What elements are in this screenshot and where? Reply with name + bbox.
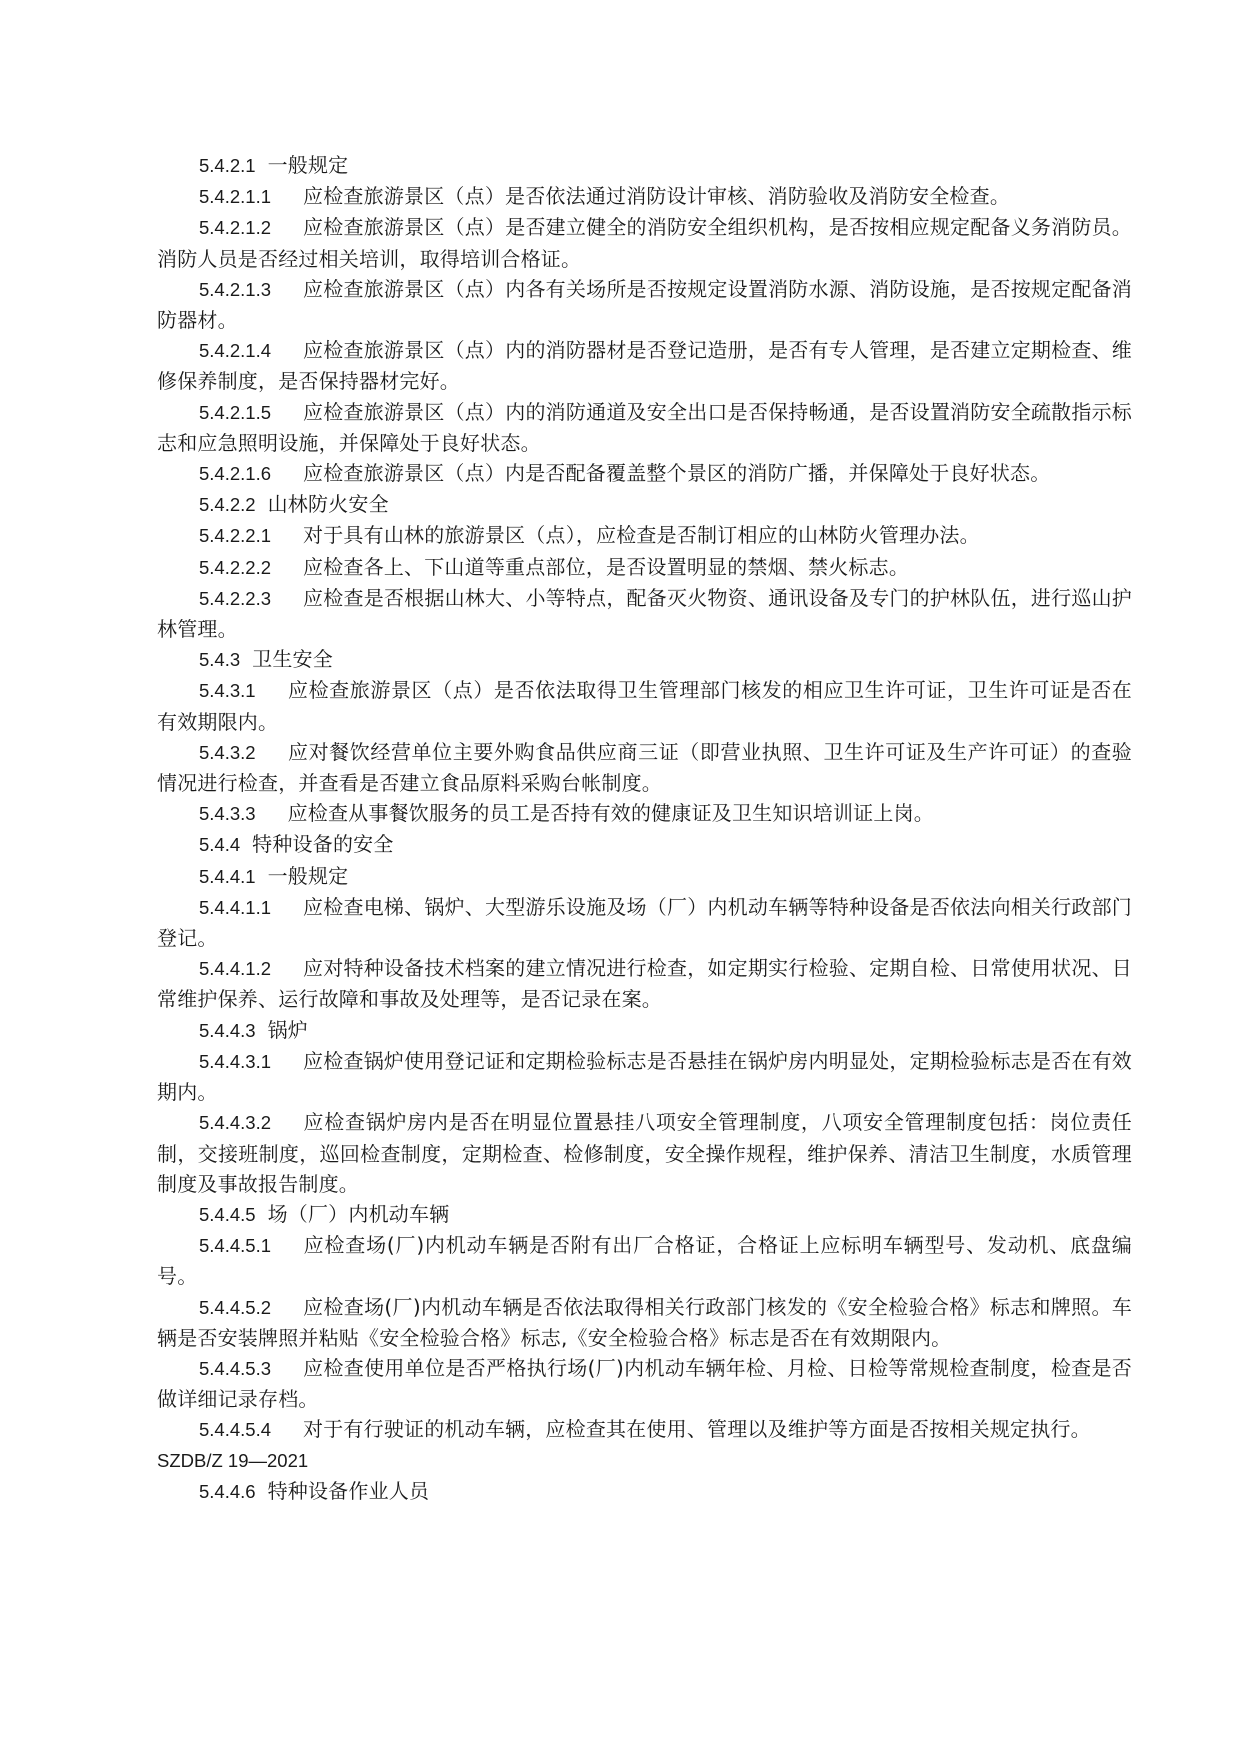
clause-5-4-4-5-3 <box>157 1353 1132 1414</box>
clause-text: 应检查各上、下山道等重点部位，是否设置明显的禁烟、禁火标志。 <box>303 554 910 579</box>
clause-number: 5.4.4.1 <box>199 865 256 887</box>
clause-text: 应对餐饮经营单位主要外购食品供应商三证（即营业执照、卫生许可证及生产许可证）的查验情况进行检查，并查看是否建立食品原料采购台帐制度。 <box>157 739 1132 796</box>
clause-number: 5.4.3.1 <box>199 680 256 702</box>
clause-number: 5.4.4.3.1 <box>199 1050 272 1072</box>
clause-number: 5.4.3 <box>199 649 241 671</box>
clause-text: 应检查场(厂)内机动车辆是否依法取得相关行政部门核发的《安全检验合格》标志和牌照。车辆是否安装牌照并粘贴《安全检验合格》标志,《安全检验合格》标志是否在有效期限内。 <box>157 1294 1132 1350</box>
clause-5-4-3-2 <box>157 737 1132 798</box>
clause-number: 5.4.2.1 <box>199 155 256 176</box>
clause-number: 5.4.4.5.4 <box>199 1419 272 1441</box>
clause-number: 5.4.2.2 <box>199 494 256 516</box>
clause-text: 应检查使用单位是否严格执行场(厂)内机动车辆年检、月检、日检等常规检查制度，检查是否做详细记录存档。 <box>157 1355 1132 1412</box>
clause-number: 5.4.4.3 <box>199 1019 256 1041</box>
clause-5-4-2-1-2 <box>157 212 1132 273</box>
clause-5-4-2-1-1 <box>157 181 1132 212</box>
clause-5-4-2-1-4 <box>157 335 1132 396</box>
clause-heading-text: 山林防火安全 <box>267 492 389 517</box>
clause-5-4-4 <box>157 829 1132 860</box>
clause-number: 5.4.4.5.1 <box>199 1235 272 1257</box>
clause-text: 应检查旅游景区（点）内是否配备覆盖整个景区的消防广播，并保障处于良好状态。 <box>303 461 1051 486</box>
clause-5-4-2-1 <box>157 150 1132 181</box>
clause-text: 应检查旅游景区（点）是否建立健全的消防安全组织机构，是否按相应规定配备义务消防员。消防人员是否经过相关培训，取得培训合格证。 <box>157 215 1132 271</box>
clause-number: 5.4.4.3.2 <box>199 1112 272 1134</box>
clause-number: 5.4.2.1.4 <box>199 340 272 362</box>
clause-number: 5.4.2.1.5 <box>199 401 272 423</box>
clause-text: 应检查锅炉房内是否在明显位置悬挂八项安全管理制度，八项安全管理制度包括：岗位责任制，交接班制度，巡回检查制度，定期检查、检修制度，安全操作规程，维护保养、清洁卫生制度，水质管理制度及事故报告制度。 <box>157 1110 1132 1196</box>
clause-number: 5.4.2.1.2 <box>199 217 272 239</box>
clause-text: 应检查是否根据山林大、小等特点，配备灭火物资、通讯设备及专门的护林队伍，进行巡山护林管理。 <box>157 585 1132 642</box>
clause-heading-text: 场（厂）内机动车辆 <box>267 1201 450 1226</box>
clause-number: 5.4.4.5.2 <box>199 1296 272 1318</box>
clause-text: 应检查旅游景区（点）内的消防器材是否登记造册，是否有专人管理，是否建立定期检查、维修保养制度，是否保持器材完好。 <box>157 338 1132 394</box>
clause-5-4-2-1-3 <box>157 274 1132 335</box>
clause-number: 5.4.3.2 <box>199 741 256 763</box>
clause-5-4-4-3-2 <box>157 1107 1132 1199</box>
standard-code: SZDB/Z 19—2021 <box>157 1449 309 1471</box>
clause-5-4-2-2-3 <box>157 583 1132 644</box>
clause-number: 5.4.4.6 <box>199 1480 256 1502</box>
clause-5-4-4-5-1 <box>157 1230 1132 1291</box>
clause-text: 对于有行驶证的机动车辆，应检查其在使用、管理以及维护等方面是否按相关规定执行。 <box>303 1417 1091 1442</box>
clause-text: 应对特种设备技术档案的建立情况进行检查，如定期实行检验、定期自检、日常使用状况、日常维护保养、运行故障和事故及处理等，是否记录在案。 <box>157 956 1132 1012</box>
document-body <box>157 150 1132 1507</box>
clause-text: 应检查电梯、锅炉、大型游乐设施及场（厂）内机动车辆等特种设备是否依法向相关行政部门登记。 <box>157 894 1132 951</box>
clause-text: 应检查场(厂)内机动车辆是否附有出厂合格证，合格证上应标明车辆型号、发动机、底盘编号。 <box>157 1233 1132 1289</box>
clause-text: 应检查从事餐饮服务的员工是否持有效的健康证及卫生知识培训证上岗。 <box>287 801 934 826</box>
clause-5-4-2-1-6 <box>157 458 1132 489</box>
clause-text: 应检查旅游景区（点）内各有关场所是否按规定设置消防水源、消防设施，是否按规定配备消防器材。 <box>157 276 1132 333</box>
clause-5-4-2-2 <box>157 489 1132 520</box>
clause-heading-text: 锅炉 <box>267 1017 308 1042</box>
clause-text: 应检查锅炉使用登记证和定期检验标志是否悬挂在锅炉房内明显处，定期检验标志是否在有效期内。 <box>157 1048 1132 1105</box>
clause-heading-text: 卫生安全 <box>252 647 333 672</box>
clause-text: 应检查旅游景区（点）是否依法通过消防设计审核、消防验收及消防安全检查。 <box>303 184 1011 209</box>
clause-5-4-4-5-2 <box>157 1292 1132 1353</box>
clause-heading-text: 一般规定 <box>267 863 349 888</box>
clause-heading-text: 一般规定 <box>267 153 349 177</box>
clause-number: 5.4.2.2.1 <box>199 525 272 547</box>
clause-5-4-3-3 <box>157 798 1132 829</box>
clause-5-4-4-5 <box>157 1199 1132 1230</box>
clause-5-4-4-3 <box>157 1015 1132 1046</box>
clause-5-4-4-1-1 <box>157 892 1132 953</box>
clause-text: 应检查旅游景区（点）是否依法取得卫生管理部门核发的相应卫生许可证，卫生许可证是否在有效期限内。 <box>157 678 1132 734</box>
clause-number: 5.4.2.2.2 <box>199 556 272 578</box>
clause-heading-text: 特种设备的安全 <box>252 832 394 857</box>
clause-5-4-4-1 <box>157 861 1132 892</box>
clause-5-4-2-2-2 <box>157 552 1132 583</box>
clause-number: 5.4.2.1.6 <box>199 463 272 485</box>
clause-number: 5.4.4.5.3 <box>199 1357 272 1379</box>
clause-5-4-4-1-2 <box>157 953 1132 1014</box>
clause-5-4-4-6 <box>157 1476 1132 1507</box>
clause-number: 5.4.4.5 <box>199 1203 256 1225</box>
clause-text: 应检查旅游景区（点）内的消防通道及安全出口是否保持畅通，是否设置消防安全疏散指示标志和应急照明设施，并保障处于良好状态。 <box>157 399 1132 455</box>
clause-number: 5.4.2.1.3 <box>199 278 272 300</box>
clause-number: 5.4.4 <box>199 834 241 856</box>
clause-5-4-3 <box>157 644 1132 675</box>
clause-5-4-4-5-4 <box>157 1414 1132 1445</box>
clause-text: 对于具有山林的旅游景区（点），应检查是否制订相应的山林防火管理办法。 <box>303 523 980 548</box>
clause-5-4-4-3-1 <box>157 1046 1132 1107</box>
clause-heading-text: 特种设备作业人员 <box>267 1478 430 1503</box>
clause-number: 5.4.2.1.1 <box>199 186 272 208</box>
clause-number: 5.4.4.1.2 <box>199 958 272 980</box>
clause-5-4-2-2-1 <box>157 520 1132 551</box>
clause-number: 5.4.4.1.1 <box>199 896 272 918</box>
clause-5-4-3-1 <box>157 675 1132 736</box>
clause-5-4-2-1-5 <box>157 397 1132 458</box>
clause-number: 5.4.3.3 <box>199 803 256 825</box>
clause-number: 5.4.2.2.3 <box>199 587 272 609</box>
